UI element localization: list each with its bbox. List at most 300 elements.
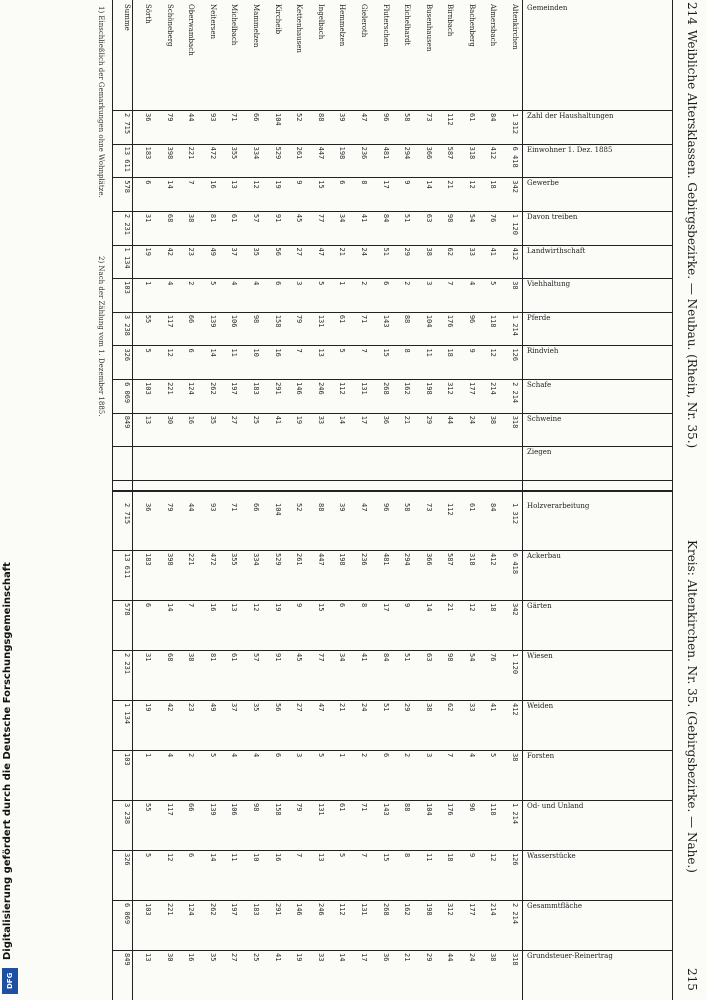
table-cell: 412 <box>511 247 519 261</box>
table-cell: 481 <box>381 553 390 566</box>
table-cell: 1 312 <box>511 503 519 525</box>
table-cell: 14 <box>424 603 433 612</box>
table-cell: 103 <box>122 281 131 294</box>
table-cell: 342 <box>511 603 519 616</box>
table-cell: 54 <box>467 653 476 662</box>
table-cell: 9 <box>295 603 304 608</box>
table-cell: 2 214 <box>511 903 519 925</box>
table-cell: 12 <box>165 853 174 862</box>
row-label: Gieleroth <box>359 4 368 38</box>
table-cell: 2 <box>403 753 412 758</box>
table-cell: 126 <box>511 853 519 866</box>
table-cell: 2 <box>187 281 196 286</box>
column-header: Gesammtfläche <box>527 902 583 910</box>
column-rule <box>113 245 673 246</box>
table-cell: 98 <box>446 653 455 662</box>
table-cell: 18 <box>489 603 498 612</box>
table-cell: 41 <box>359 653 368 662</box>
table-cell: 12 <box>489 853 498 862</box>
column-rule <box>113 312 673 313</box>
table-cell: 126 <box>511 348 519 362</box>
table-cell: 294 <box>403 146 412 160</box>
row-label: Oberwambach <box>187 4 196 56</box>
table-cell: 214 <box>489 382 498 395</box>
table-cell: 19 <box>295 415 304 425</box>
table-cell: 45 <box>295 213 304 223</box>
table-cell: 98 <box>446 213 455 223</box>
table-cell: 41 <box>489 703 498 712</box>
table-cell: 366 <box>424 146 433 160</box>
table-cell: 103 <box>144 382 153 395</box>
table-cell: 1 214 <box>511 314 519 336</box>
table-cell: 112 <box>446 503 455 516</box>
table-cell: 1 134 <box>122 247 131 269</box>
column-header: Zahl der Haushaltungen <box>527 112 614 120</box>
right-page-title: Kreis: Altenkirchen. Nr. 35. (Gebirgsbezirke. — Nahe.) <box>685 540 699 873</box>
table-cell: 36 <box>381 953 390 962</box>
table-cell: 19 <box>144 703 153 712</box>
table-cell: 35 <box>208 953 217 962</box>
row-label: Sörth <box>144 4 153 24</box>
table-cell: 118 <box>489 803 498 816</box>
table-cell: 236 <box>359 553 368 566</box>
table-cell: 1 <box>338 753 347 758</box>
table-cell: 355 <box>230 146 239 160</box>
table-cell: 587 <box>446 146 455 160</box>
table-cell: 38 <box>187 213 196 223</box>
table-cell: 7 <box>187 603 196 608</box>
table-cell: 47 <box>316 703 325 712</box>
table-cell: 1 120 <box>511 213 519 235</box>
table-cell: 12 <box>252 603 261 612</box>
table-cell: 106 <box>230 314 239 328</box>
table-cell: 2 <box>359 281 368 286</box>
column-rule <box>113 379 673 380</box>
table-cell: 71 <box>359 314 368 324</box>
table-cell: 61 <box>467 503 476 512</box>
table-cell: 35 <box>252 247 261 256</box>
table-cell: 36 <box>144 503 153 512</box>
table-cell: 57 <box>252 213 261 223</box>
table-cell: 139 <box>208 314 217 328</box>
table-cell: 104 <box>424 803 433 816</box>
table-cell: 41 <box>273 953 282 962</box>
dfg-logo: DFG <box>2 968 18 994</box>
table-cell: 13 611 <box>122 553 131 579</box>
table-cell: 15 <box>316 180 325 189</box>
table-cell: 13 611 <box>122 146 131 172</box>
table-cell: 38 <box>511 281 519 290</box>
table-cell: 24 <box>359 247 368 256</box>
table-cell: 61 <box>338 803 347 812</box>
row-label: Ingelbach <box>316 4 325 40</box>
column-header: Viehhaltung <box>527 280 571 289</box>
table-cell: 15 <box>316 603 325 612</box>
table-cell: 14 <box>338 953 347 962</box>
table-cell: 23 <box>187 703 196 712</box>
table-cell: 23 <box>187 247 196 256</box>
table-cell: 55 <box>144 803 153 812</box>
table-cell: 98 <box>252 314 261 324</box>
table-cell: 11 <box>230 853 239 862</box>
table-cell: 124 <box>187 903 196 916</box>
table-cell: 7 <box>295 348 304 353</box>
table-cell: 73 <box>424 113 433 122</box>
table-cell: 10 <box>252 348 261 357</box>
table-cell: 146 <box>295 903 304 916</box>
table-cell: 6 069 <box>122 382 131 404</box>
table-cell: 27 <box>295 703 304 712</box>
table-cell: 66 <box>187 803 196 812</box>
table-cell: 7 <box>446 753 455 758</box>
table-cell: 19 <box>144 247 153 256</box>
table-cell: 7 <box>446 281 455 286</box>
table-cell: 15 <box>381 853 390 862</box>
right-page-number: 215 <box>685 968 699 991</box>
table-cell: 5 <box>316 753 325 758</box>
table-cell: 66 <box>252 113 261 122</box>
column-header: Wiesen <box>527 652 553 660</box>
table-cell: 17 <box>359 953 368 962</box>
table-cell: 66 <box>187 314 196 324</box>
table-cell: 6 <box>338 603 347 608</box>
table-cell: 34 <box>338 213 347 223</box>
table-cell: 58 <box>403 503 412 512</box>
column-header: Wasserstücke <box>527 852 576 860</box>
table-cell: 30 <box>165 415 174 425</box>
table-cell: 849 <box>122 953 131 966</box>
table-cell: 2 715 <box>122 113 131 135</box>
table-cell: 21 <box>446 180 455 189</box>
table-cell: 4 <box>165 281 174 286</box>
table-cell: 27 <box>230 953 239 962</box>
column-header: Gewerbe <box>527 179 559 188</box>
table-cell: 7 <box>359 348 368 353</box>
table-cell: 41 <box>273 415 282 425</box>
table-cell: 8 <box>359 180 368 185</box>
table-cell: 103 <box>122 753 131 766</box>
table-cell: 11 <box>424 853 433 862</box>
column-header: Öd- und Unland <box>527 802 584 810</box>
table-cell: 326 <box>122 348 131 362</box>
table-cell: 38 <box>424 247 433 256</box>
table-cell: 77 <box>316 653 325 662</box>
table-cell: 3 <box>295 753 304 758</box>
table-cell: 6 <box>338 180 347 185</box>
table-cell: 24 <box>467 415 476 425</box>
table-cell: 17 <box>381 180 390 189</box>
column-header: Gemeinden <box>527 4 568 12</box>
table-cell: 44 <box>446 953 455 962</box>
table-cell: 2 <box>403 281 412 286</box>
table-cell: 62 <box>446 247 455 256</box>
table-cell: 49 <box>208 247 217 256</box>
table-cell: 61 <box>467 113 476 122</box>
table-cell: 51 <box>403 213 412 223</box>
table-cell: 4 <box>252 753 261 758</box>
table-cell: 68 <box>165 213 174 223</box>
table-cell: 84 <box>489 113 498 122</box>
table-cell: 12 <box>252 180 261 189</box>
table-cell: 61 <box>230 653 239 662</box>
table-cell: 16 <box>273 853 282 862</box>
table-cell: 93 <box>208 113 217 122</box>
row-label: Summe <box>122 4 131 31</box>
table-cell: 4 <box>230 281 239 286</box>
table-cell: 5 <box>208 753 217 758</box>
row-label: Hemmelzen <box>338 4 347 47</box>
table-cell: 33 <box>467 703 476 712</box>
table-cell: 7 <box>359 853 368 858</box>
table-cell: 268 <box>381 382 390 395</box>
table-cell: 6 <box>144 603 153 608</box>
table-cell: 214 <box>489 903 498 916</box>
table-cell: 16 <box>187 415 196 425</box>
table-cell: 162 <box>403 382 412 395</box>
table-cell: 183 <box>252 382 261 395</box>
table-cell: 66 <box>252 503 261 512</box>
row-label: Almersbach <box>489 4 498 47</box>
table-cell: 1 <box>338 281 347 286</box>
table-cell: 16 <box>208 603 217 612</box>
table-cell: 334 <box>252 146 261 160</box>
table-cell: 96 <box>467 314 476 324</box>
table-cell: 412 <box>489 553 498 566</box>
table-cell: 44 <box>187 113 196 122</box>
table-cell: 52 <box>295 503 304 512</box>
column-rule <box>113 850 673 851</box>
table-cell: 326 <box>122 853 131 866</box>
table-cell: 131 <box>359 382 368 395</box>
table-cell: 2 231 <box>122 213 131 235</box>
table-cell: 61 <box>230 213 239 223</box>
table-cell: 112 <box>446 113 455 126</box>
table-cell: 51 <box>381 247 390 256</box>
table-cell: 13 <box>144 415 153 425</box>
column-header: Pferde <box>527 313 551 322</box>
table-cell: 37 <box>230 247 239 256</box>
table-cell: 42 <box>165 703 174 712</box>
table-cell: 18 <box>446 348 455 357</box>
table-cell: 56 <box>273 703 282 712</box>
table-cell: 29 <box>424 415 433 425</box>
table-cell: 33 <box>467 247 476 256</box>
table-cell: 52 <box>295 113 304 122</box>
table-cell: 412 <box>489 146 498 160</box>
table-cell: 318 <box>511 415 519 429</box>
column-rule <box>113 110 673 111</box>
table-cell: 6 <box>273 281 282 286</box>
table-cell: 14 <box>208 853 217 862</box>
table-cell: 76 <box>489 653 498 662</box>
table-cell: 4 <box>252 281 261 286</box>
column-header: Gärten <box>527 602 552 610</box>
table-cell: 36 <box>381 415 390 425</box>
table-cell: 162 <box>403 903 412 916</box>
statistics-table <box>73 0 673 1000</box>
table-cell: 261 <box>295 553 304 566</box>
footnote: 1) Einschließlich der Gemarkungen ohne Wohnplätze. <box>97 6 105 198</box>
table-cell: 25 <box>252 415 261 425</box>
table-cell: 29 <box>424 953 433 962</box>
table-cell: 41 <box>359 213 368 223</box>
table-cell: 221 <box>187 146 196 160</box>
table-cell: 312 <box>446 903 455 916</box>
column-rule <box>113 950 673 951</box>
table-cell: 1 214 <box>511 803 519 825</box>
table-cell: 177 <box>467 903 476 916</box>
table-cell: 21 <box>338 247 347 256</box>
column-header: Einwohner 1. Dez. 1885 <box>527 145 613 154</box>
table-cell: 139 <box>208 803 217 816</box>
table-cell: 9 <box>295 180 304 185</box>
table-cell: 3 <box>424 753 433 758</box>
table-cell: 16 <box>208 180 217 189</box>
table-cell: 84 <box>381 653 390 662</box>
column-header: Ziegen <box>527 448 552 457</box>
table-cell: 47 <box>316 247 325 256</box>
table-cell: 38 <box>424 703 433 712</box>
table-cell: 41 <box>489 247 498 256</box>
row-label: Neitersen <box>208 4 217 40</box>
table-cell: 44 <box>187 503 196 512</box>
table-cell: 158 <box>273 803 282 816</box>
table-cell: 79 <box>295 314 304 324</box>
table-cell: 318 <box>467 553 476 566</box>
table-cell: 117 <box>165 803 174 816</box>
column-rule <box>113 600 673 601</box>
row-label: Michelbach <box>230 4 239 46</box>
column-header: Rindvieh <box>527 347 559 356</box>
table-cell: 39 <box>338 113 347 122</box>
table-cell: 112 <box>338 382 347 395</box>
table-cell: 77 <box>316 213 325 223</box>
table-cell: 91 <box>273 213 282 223</box>
table-cell: 10 <box>252 853 261 862</box>
table-cell: 5 <box>338 853 347 858</box>
column-rule <box>113 550 673 551</box>
table-cell: 71 <box>230 503 239 512</box>
table-cell: 268 <box>381 903 390 916</box>
table-cell: 131 <box>316 803 325 816</box>
row-label: Birnbach <box>446 4 455 37</box>
table-cell: 27 <box>295 247 304 256</box>
table-cell: 366 <box>424 553 433 566</box>
table-cell: 11 <box>230 348 239 357</box>
table-cell: 3 238 <box>122 803 131 825</box>
table-cell: 55 <box>144 314 153 324</box>
table-cell: 42 <box>165 247 174 256</box>
table-cell: 38 <box>489 953 498 962</box>
table-cell: 84 <box>381 213 390 223</box>
table-cell: 9 <box>403 603 412 608</box>
column-rule <box>113 750 673 751</box>
table-cell: 73 <box>424 503 433 512</box>
table-cell: 88 <box>403 803 412 812</box>
table-cell: 98 <box>252 803 261 812</box>
table-cell: 104 <box>424 314 433 328</box>
table-cell: 6 069 <box>122 903 131 925</box>
table-cell: 447 <box>316 146 325 160</box>
table-cell: 24 <box>467 953 476 962</box>
table-cell: 13 <box>230 603 239 612</box>
table-cell: 2 214 <box>511 382 519 404</box>
table-cell: 76 <box>489 213 498 223</box>
table-cell: 198 <box>424 903 433 916</box>
table-cell: 63 <box>424 213 433 223</box>
table-cell: 96 <box>381 113 390 122</box>
table-cell: 198 <box>338 553 347 566</box>
table-cell: 47 <box>359 113 368 122</box>
table-cell: 398 <box>165 146 174 160</box>
table-cell: 12 <box>467 180 476 189</box>
table-cell: 54 <box>467 213 476 223</box>
table-cell: 13 <box>144 953 153 962</box>
column-header: Holzverarbeitung <box>527 502 590 510</box>
table-cell: 45 <box>295 653 304 662</box>
table-cell: 342 <box>511 180 519 193</box>
table-cell: 447 <box>316 553 325 566</box>
table-cell: 198 <box>424 382 433 395</box>
column-header: Landwirthschaft <box>527 246 586 255</box>
row-label: Fluterschen <box>381 4 390 47</box>
table-cell: 88 <box>403 314 412 324</box>
table-cell: 61 <box>338 314 347 324</box>
table-cell: 291 <box>273 382 282 395</box>
table-cell: 14 <box>165 180 174 189</box>
table-cell: 35 <box>252 703 261 712</box>
table-cell: 2 <box>359 753 368 758</box>
table-cell: 236 <box>359 146 368 160</box>
table-cell: 5 <box>489 753 498 758</box>
table-cell: 79 <box>165 113 174 122</box>
column-rule <box>113 413 673 414</box>
table-cell: 246 <box>316 903 325 916</box>
table-cell: 14 <box>338 415 347 425</box>
table-cell: 6 <box>381 753 390 758</box>
table-cell: 183 <box>144 553 153 566</box>
table-cell: 13 <box>230 180 239 189</box>
table-cell: 578 <box>122 603 131 616</box>
table-cell: 16 <box>187 953 196 962</box>
table-cell: 12 <box>489 348 498 357</box>
table-cell: 35 <box>208 415 217 425</box>
table-cell: 31 <box>144 213 153 223</box>
table-cell: 17 <box>381 603 390 612</box>
column-rule <box>113 650 673 651</box>
table-cell: 176 <box>446 314 455 328</box>
table-cell: 197 <box>230 903 239 916</box>
table-cell: 15 <box>381 348 390 357</box>
table-cell: 221 <box>165 382 174 395</box>
table-cell: 51 <box>403 653 412 662</box>
sum-rule <box>132 0 133 1000</box>
table-cell: 262 <box>208 382 217 395</box>
table-cell: 197 <box>230 382 239 395</box>
table-cell: 103 <box>144 903 153 916</box>
table-cell: 2 715 <box>122 503 131 525</box>
left-page-title: Weibliche Altersklassen. Gebirgsbezirke. — Neubau. (Rhein, Nr. 35.) <box>685 30 699 449</box>
table-cell: 71 <box>359 803 368 812</box>
table-cell: 38 <box>511 753 519 762</box>
column-rule <box>113 480 673 481</box>
table-cell: 13 <box>316 853 325 862</box>
table-cell: 1 312 <box>511 113 519 135</box>
table-cell: 33 <box>316 953 325 962</box>
column-header: Schweine <box>527 414 562 423</box>
table-cell: 4 <box>467 281 476 286</box>
table-cell: 529 <box>273 146 282 160</box>
